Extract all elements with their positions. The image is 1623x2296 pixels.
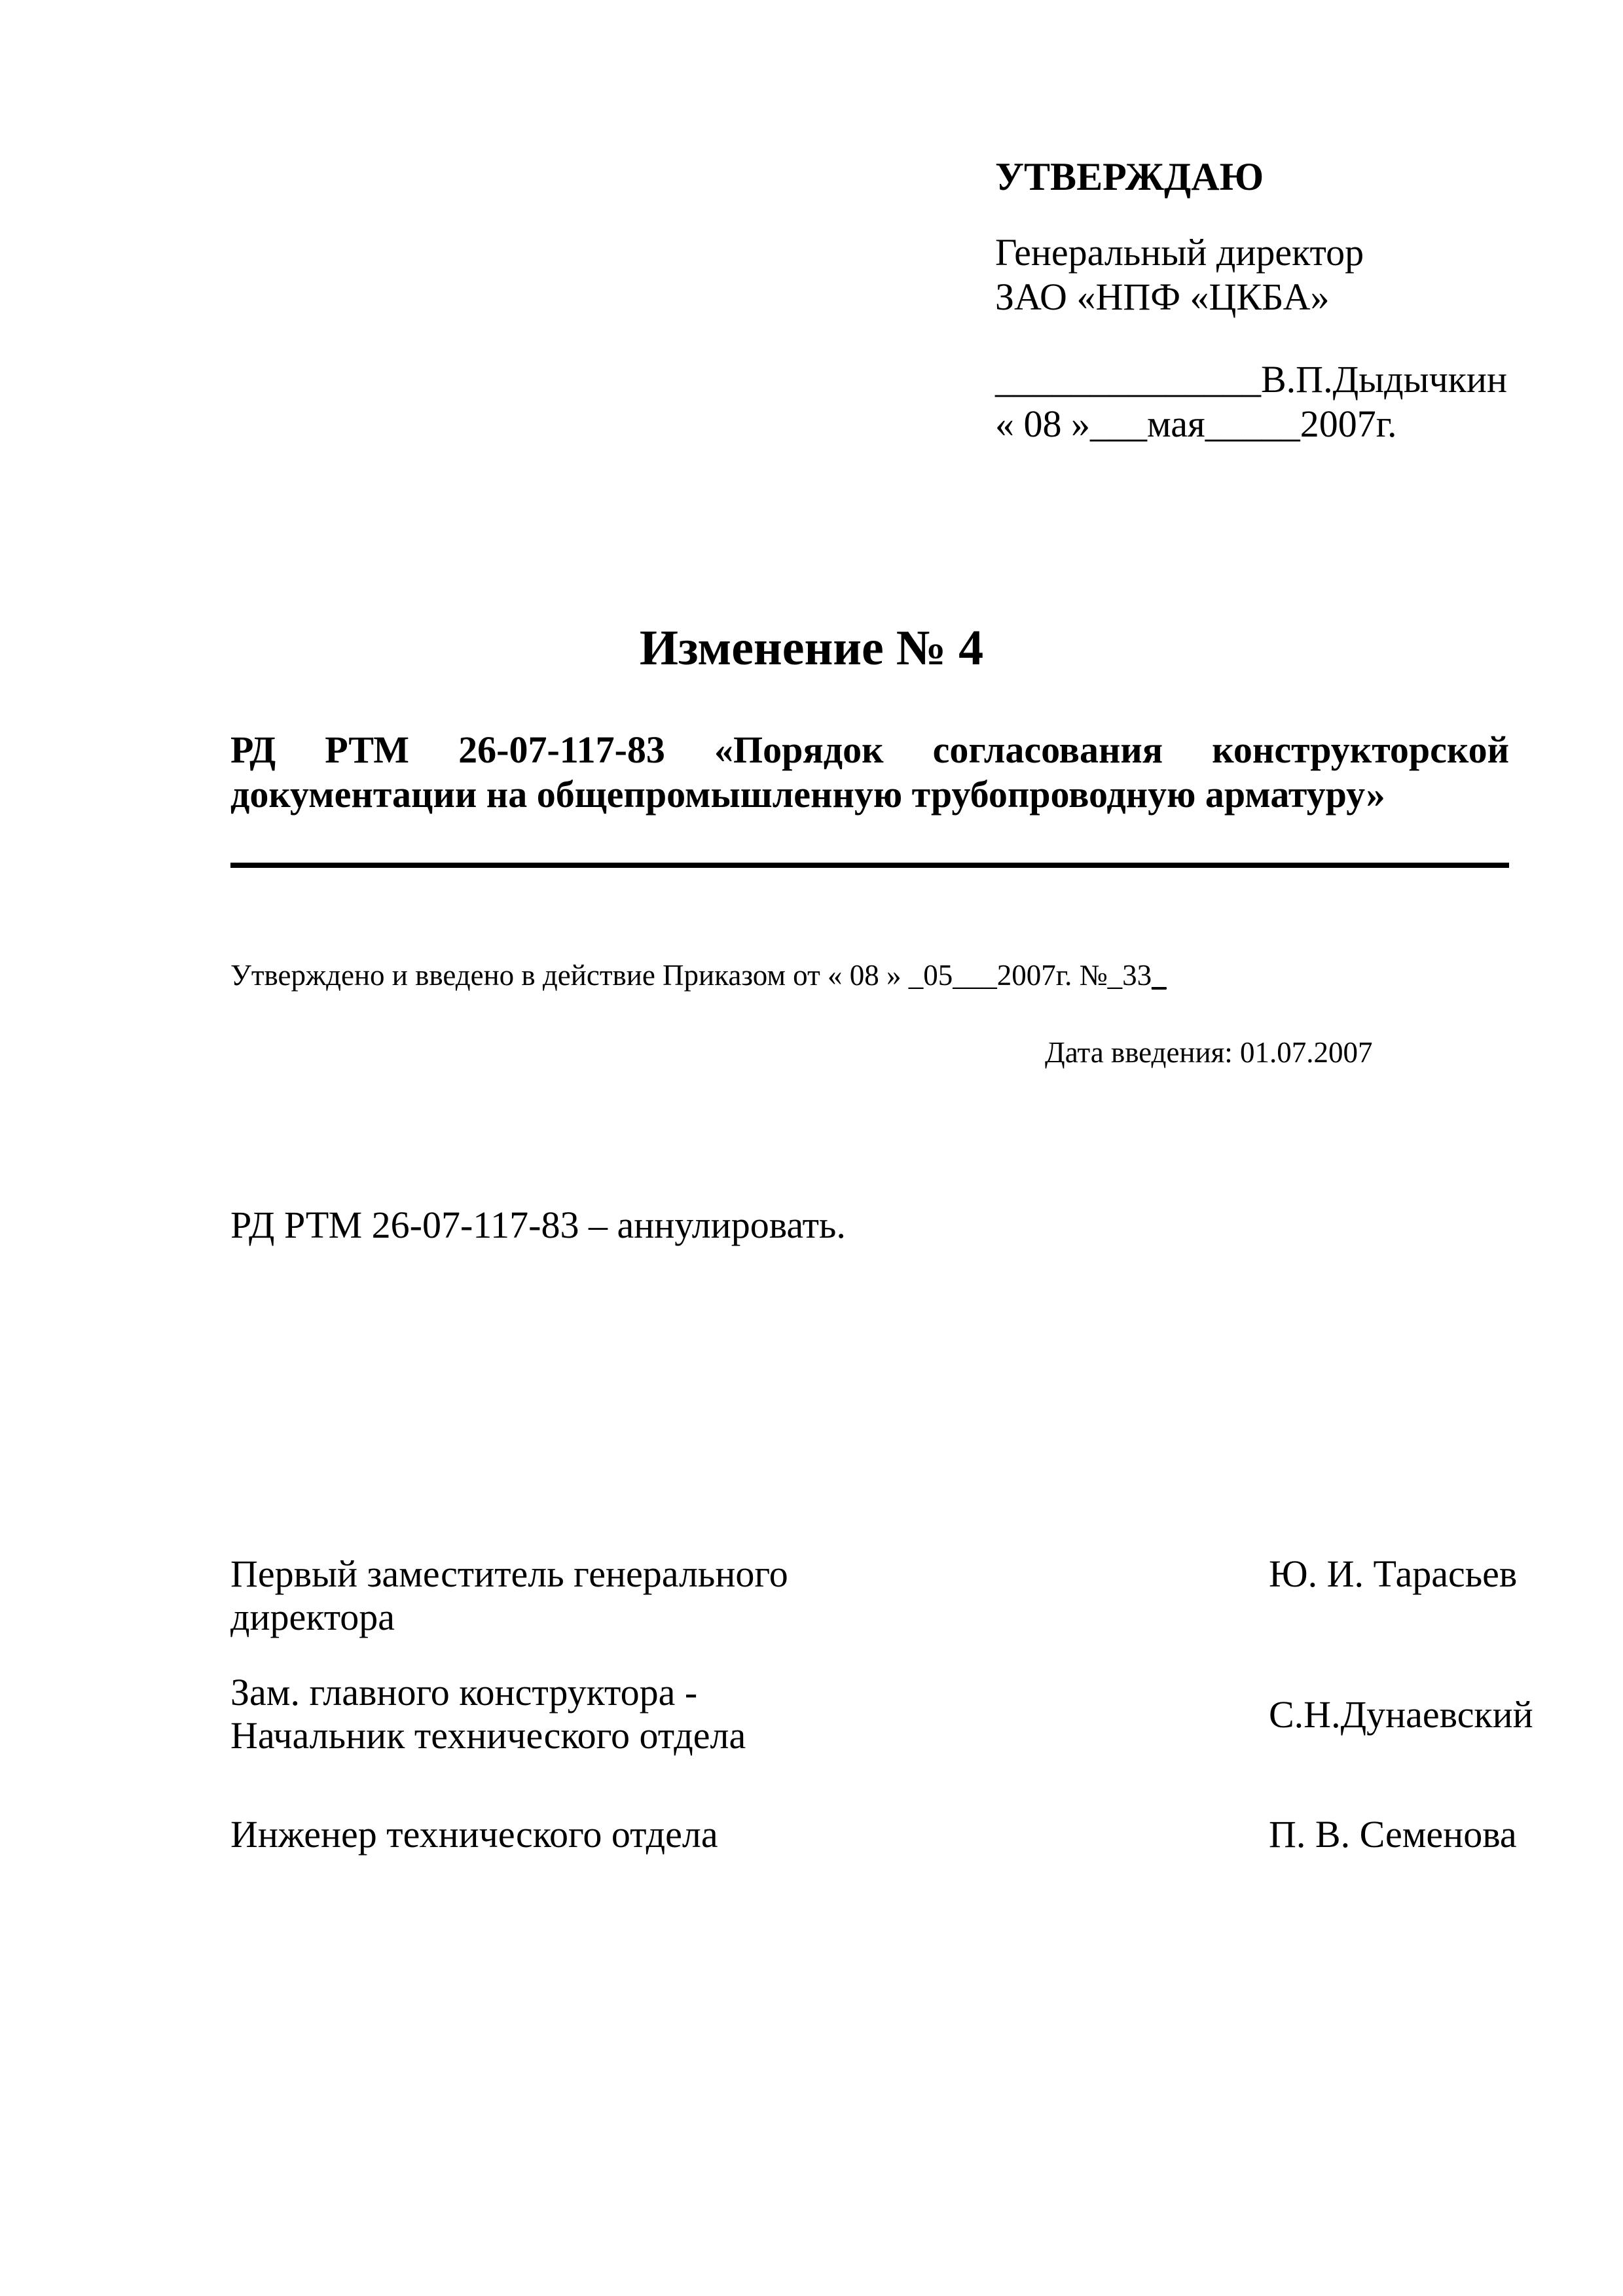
approval-company: ЗАО «НПФ «ЦКБА» (995, 276, 1330, 318)
signatory-name: С.Н.Дунаевский (1269, 1693, 1533, 1736)
document-subject: РД РТМ 26-07-117-83 «Порядок согласования конструкторской документации на общепромышленную трубопроводную арматуру» (230, 728, 1509, 816)
annulment-statement: РД РТМ 26-07-117-83 – аннулировать. (230, 1204, 846, 1246)
role-line: директора (230, 1596, 395, 1638)
order-underline: _ (1152, 959, 1167, 992)
signature-role (230, 1813, 885, 1856)
signatory-name: Ю. И. Тарасьев (1269, 1552, 1518, 1595)
horizontal-rule (230, 863, 1509, 868)
document-title: Изменение № 4 (639, 620, 984, 675)
signature-role (230, 1552, 885, 1639)
role-line: Первый заместитель генерального (230, 1552, 788, 1595)
approval-block (995, 151, 1584, 446)
introduction-date: Дата введения: 01.07.2007 (1045, 1036, 1373, 1069)
role-line: Инженер технического отдела (230, 1813, 718, 1856)
signatory-name: П. В. Семенова (1269, 1813, 1517, 1856)
signature-role (230, 1671, 885, 1757)
order-text: Утверждено и введено в действие Приказом от « 08 » _05___2007г. №_33 (230, 959, 1152, 992)
role-line: Начальник технического отдела (230, 1714, 746, 1757)
role-line: Зам. главного конструктора - (230, 1671, 698, 1713)
order-line (230, 957, 1167, 994)
approval-heading: УТВЕРЖДАЮ (995, 155, 1264, 198)
approval-date-line: « 08 »___мая_____2007г. (995, 403, 1397, 445)
approval-position: Генеральный директор (995, 231, 1364, 274)
approval-signature-line: ______________В.П.Дыдычкин (995, 358, 1508, 401)
